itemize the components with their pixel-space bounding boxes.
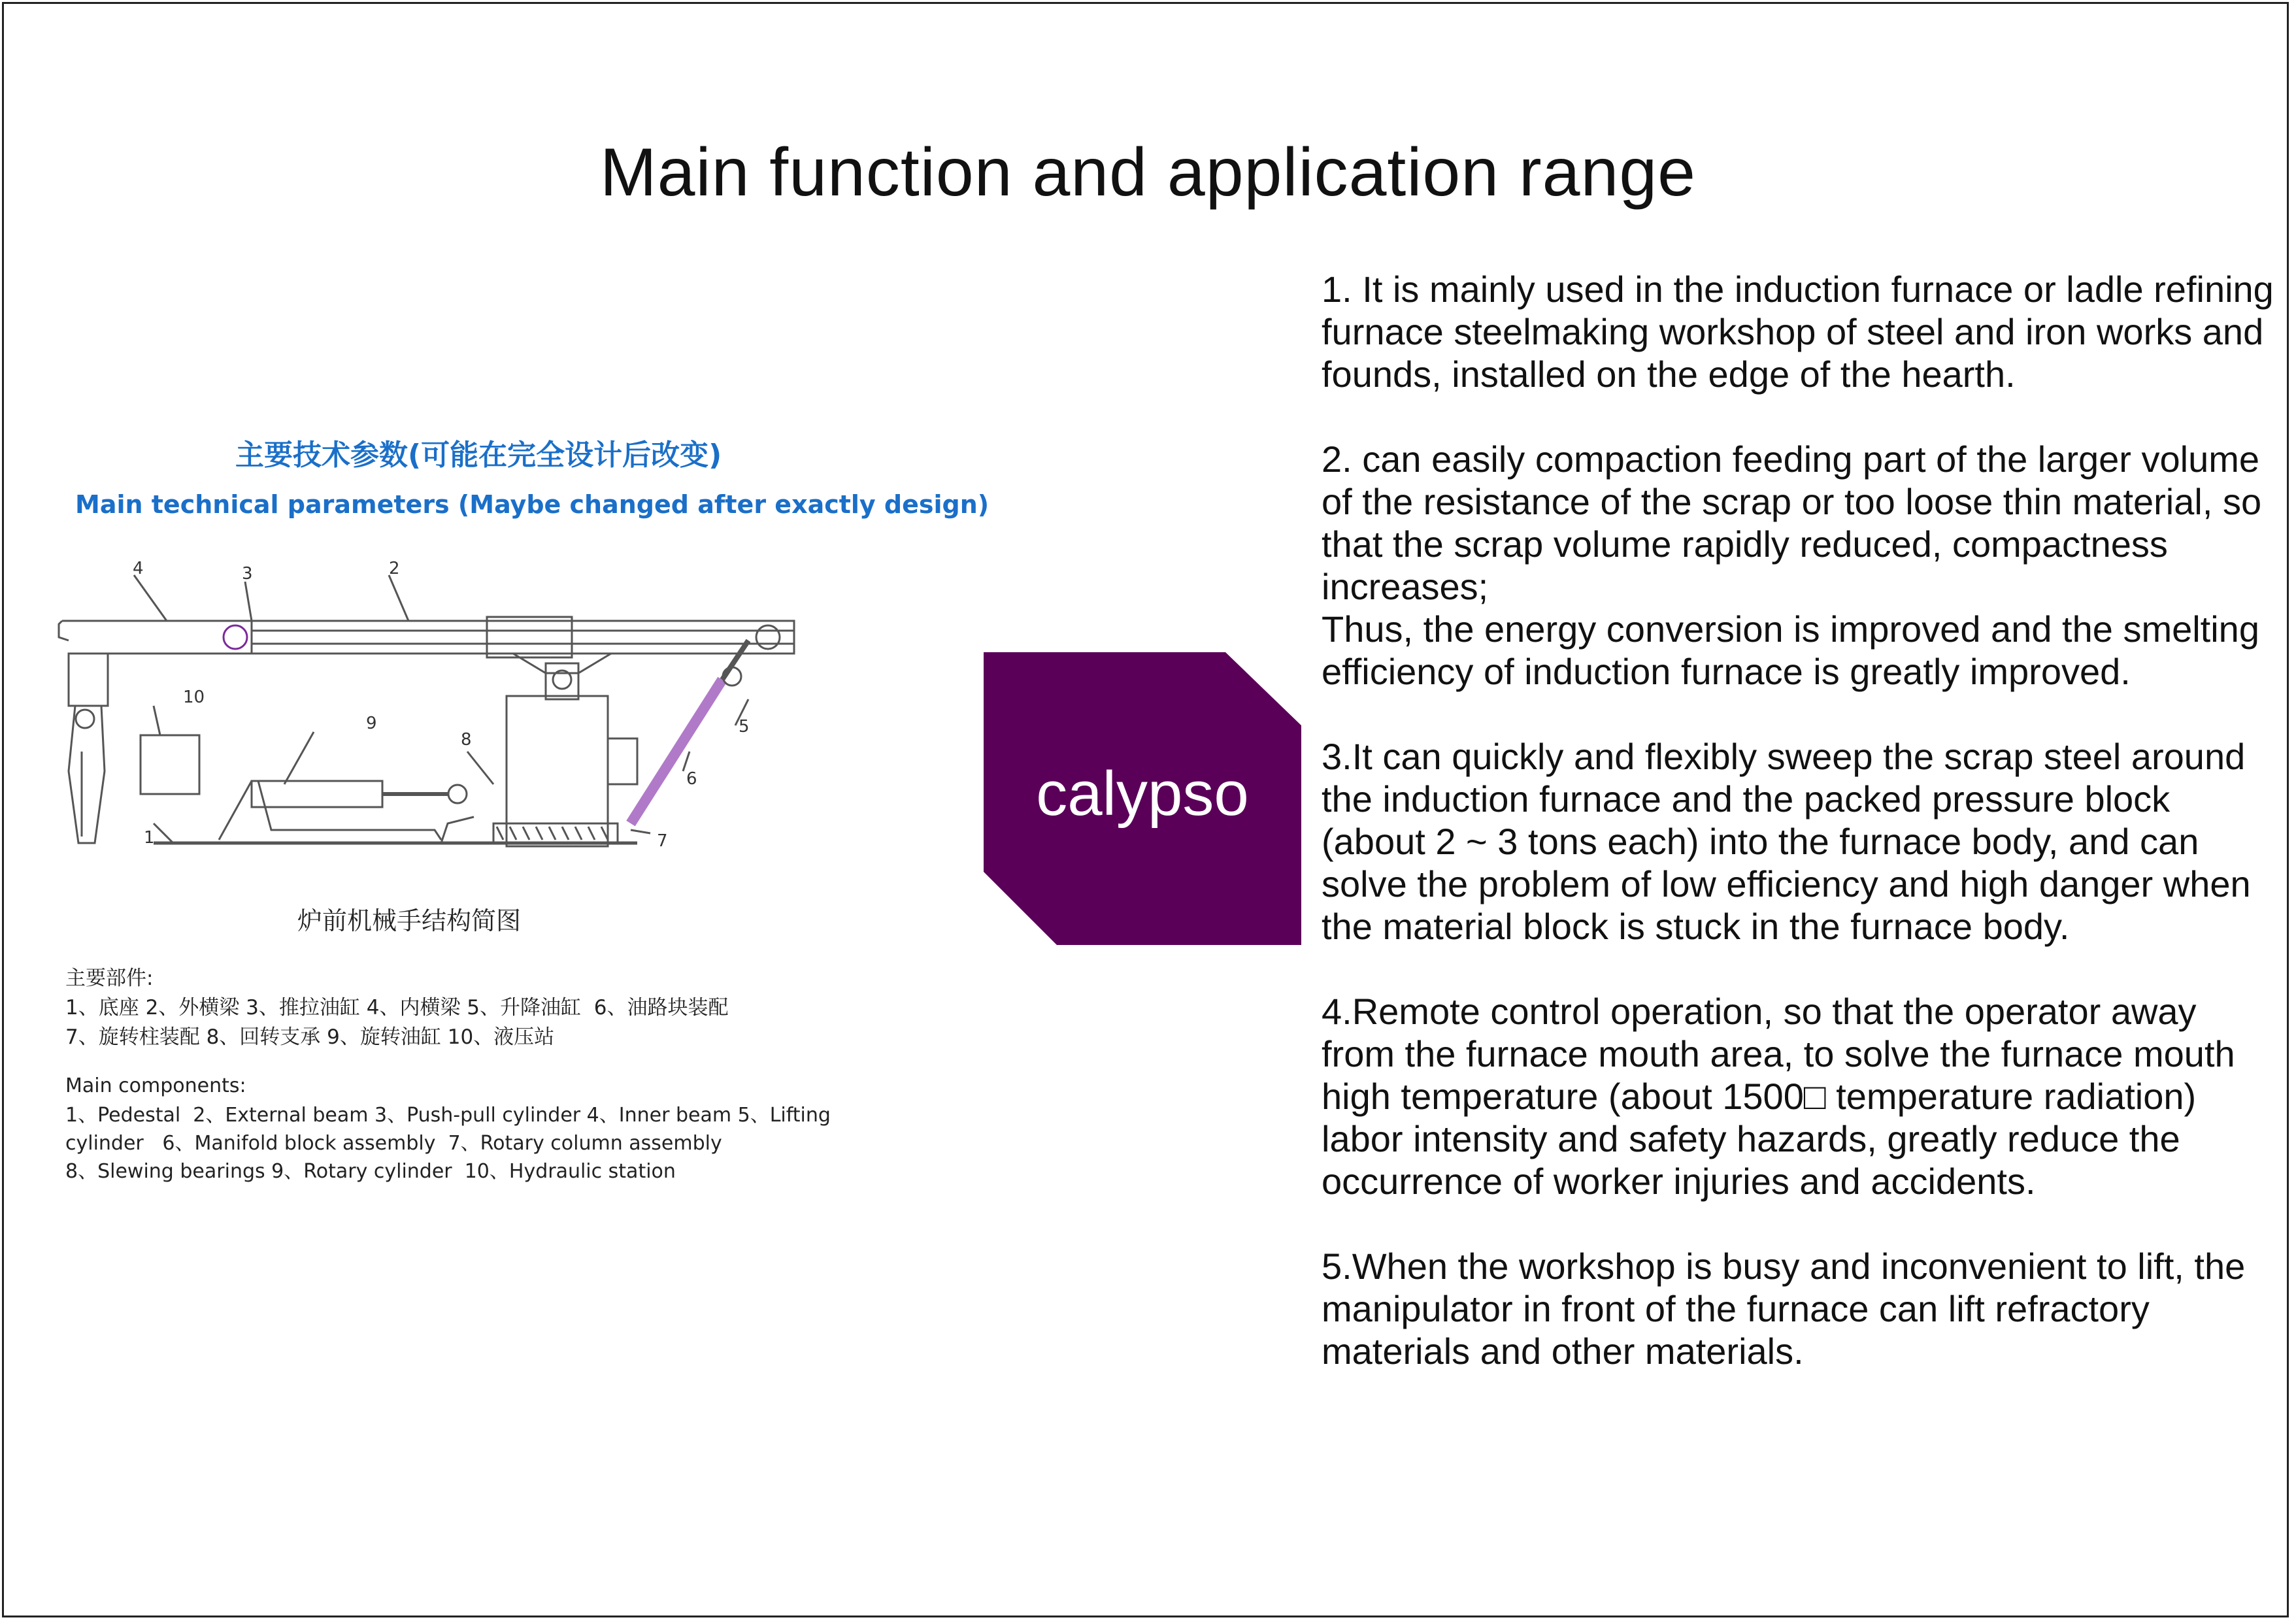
function-point-2: 2. can easily compaction feeding part of the larger volume of the resistance of the scrap or too loose thin material, so that the scrap volume rapidly reduced, compactness increases; Thus, the energy conversion is improved and the smelting efficiency of induction furnace is greatly improved. bbox=[1322, 439, 2262, 692]
diagram-label-1: 1 bbox=[144, 828, 155, 848]
en-components-line-2: cylinder 6、Manifold block assembly 7、Rotary column assembly bbox=[65, 1132, 722, 1155]
diagram-label-9: 9 bbox=[366, 714, 377, 733]
diagram-label-2: 2 bbox=[389, 559, 400, 578]
parameters-heading-en: Main technical parameters (Maybe changed after exactly design) bbox=[75, 490, 990, 519]
diagram-label-6: 6 bbox=[686, 769, 697, 789]
diagram-label-3: 3 bbox=[242, 564, 253, 584]
function-point-5: 5.When the workshop is busy and inconvenient to lift, the manipulator in front of the furnace can lift refractory materials and other materials. bbox=[1322, 1246, 2255, 1372]
page-title: Main function and application range bbox=[599, 135, 1696, 210]
diagram-label-8: 8 bbox=[461, 730, 472, 750]
diagram-label-10: 10 bbox=[183, 688, 205, 707]
diagram-label-7: 7 bbox=[657, 831, 668, 851]
zh-components-line-1: 1、底座 2、外横梁 3、推拉油缸 4、内横梁 5、升降油缸 6、油路块装配 bbox=[65, 996, 729, 1019]
function-point-3: 3.It can quickly and flexibly sweep the scrap steel around the induction furnace and the packed pressure block (about 2 ~ 3 tons each) into the furnace body, and can solve the problem of low efficiency and high danger when the material block is stuck in the furnace body. bbox=[1322, 736, 2261, 947]
parameters-heading-zh: 主要技术参数(可能在完全设计后改变) bbox=[235, 439, 722, 472]
logo-text: calypso bbox=[1036, 759, 1249, 829]
rotary-cylinder-shape bbox=[252, 781, 382, 807]
hydraulic-station-shape bbox=[141, 735, 199, 794]
function-point-1: 1. It is mainly used in the induction furnace or ladle refining furnace steelmaking workshop of steel and iron works and founds, installed on the edge of the hearth. bbox=[1322, 269, 2284, 395]
diagram-label-4: 4 bbox=[133, 559, 144, 578]
function-points bbox=[1322, 268, 2284, 1415]
zh-components-line-2: 7、旋转柱装配 8、回转支承 9、旋转油缸 10、液压站 bbox=[65, 1025, 555, 1049]
external-beam-shape bbox=[252, 621, 794, 654]
en-components-line-3: 8、Slewing bearings 9、Rotary cylinder 10、Hydraulic station bbox=[65, 1160, 676, 1183]
manipulator-structure-diagram bbox=[56, 555, 814, 876]
diagram-label-5: 5 bbox=[739, 717, 750, 737]
en-components-line-1: 1、Pedestal 2、External beam 3、Push-pull cylinder 4、Inner beam 5、Lifting bbox=[65, 1104, 831, 1127]
zh-components-title: 主要部件: bbox=[65, 967, 154, 990]
en-components-title: Main components: bbox=[65, 1074, 246, 1097]
function-point-4: 4.Remote control operation, so that the operator away from the furnace mouth area, to solve the furnace mouth high temperature (about 1500□ temperature radiation) labor intensity and safety hazards, greatly reduce the occurrence of worker injuries and accidents. bbox=[1322, 991, 2246, 1202]
diagram-caption: 炉前机械手结构简图 bbox=[297, 906, 522, 935]
